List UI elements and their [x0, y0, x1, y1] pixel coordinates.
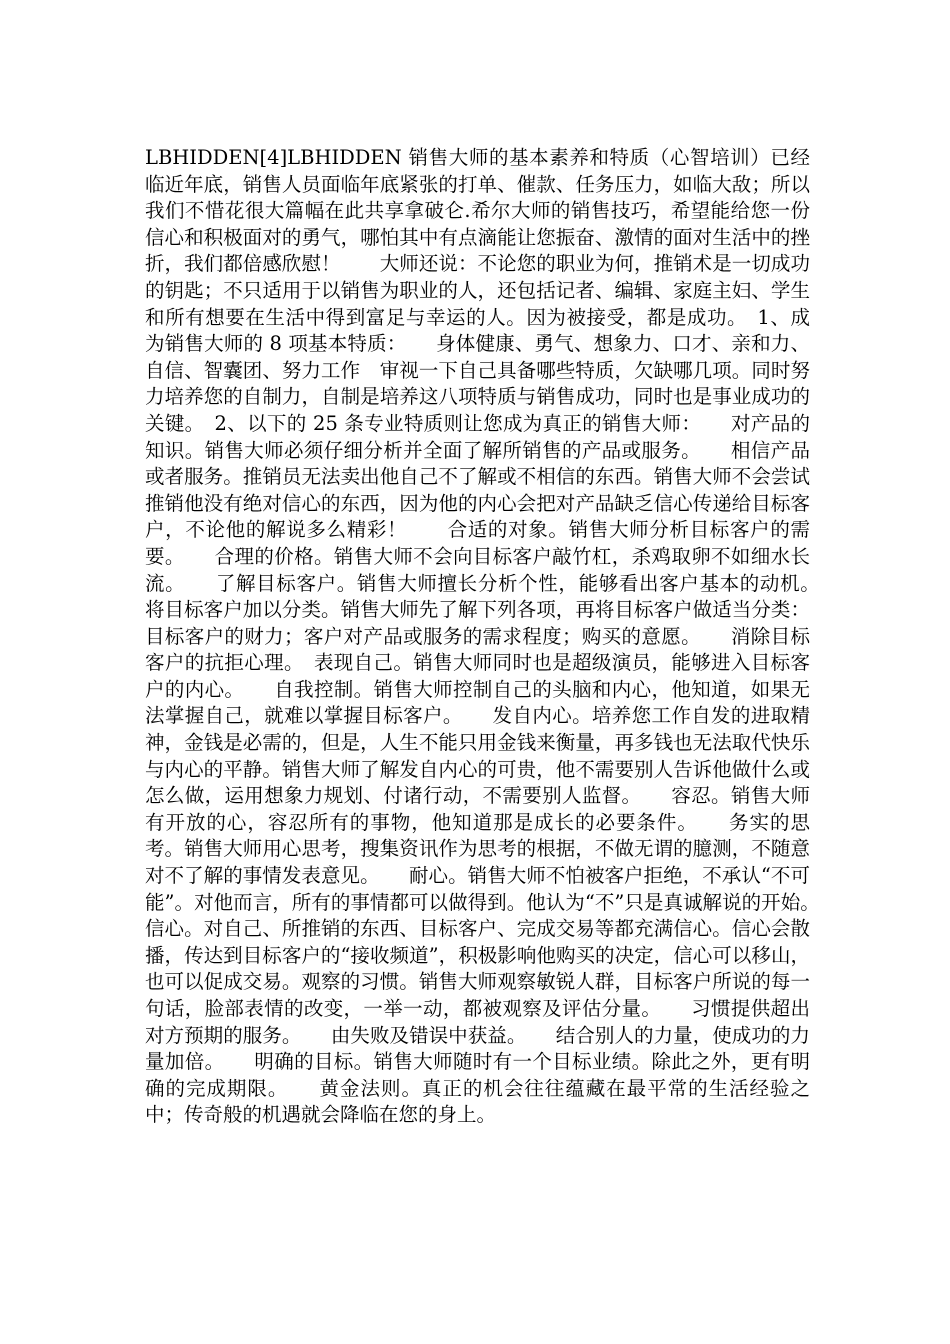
document-body-text: LBHIDDEN[4]LBHIDDEN 销售大师的基本素养和特质（心智培训）已经临近年底，销售人员面临年底紧张的打单、催款、任务压力，如临大敌；所以我们不惜花很大篇幅在此共享拿破仑.希尔大师的销售技巧，希望能给您一份信心和积极面对的勇气，哪怕其中有点滴能让您振奋、激情的面对生活中的挫折，我们都倍感欣慰！ 大师还说：不论您的职业为何，推销术是一切成功的钥匙；不只适用于以销售为职业的人，还包括记者、编辑、家庭主妇、学生和所有想要在生活中得到富足与幸运的人。因为被接受，都是成功。 1、成为销售大师的 8 项基本特质： 身体健康、勇气、想象力、口才、亲和力、自信、智囊团、努力工作 审视一下自己具备哪些特质，欠缺哪几项。同时努力培养您的自制力，自制是培养这八项特质与销售成功，同时也是事业成功的关键。 2、以下的 25 条专业特质则让您成为真正的销售大师： 对产品的知识。销售大师必须仔细分析并全面了解所销售的产品或服务。 相信产品或者服务。推销员无法卖出他自己不了解或不相信的东西。销售大师不会尝试推销他没有绝对信心的东西，因为他的内心会把对产品缺乏信心传递给目标客户，不论他的解说多么精彩！ 合适的对象。销售大师分析目标客户的需要。 合理的价格。销售大师不会向目标客户敲竹杠，杀鸡取卵不如细水长流。 了解目标客户。销售大师擅长分析个性，能够看出客户基本的动机。 将目标客户加以分类。销售大师先了解下列各项，再将目标客户做适当分类：目标客户的财力；客户对产品或服务的需求程度；购买的意愿。 消除目标客户的抗拒心理。 表现自己。销售大师同时也是超级演员，能够进入目标客户的内心。 自我控制。销售大师控制自己的头脑和内心，他知道，如果无法掌握自己，就难以掌握目标客户。 发自内心。培养您工作自发的进取精神，金钱是必需的，但是，人生不能只用金钱来衡量，再多钱也无法取代快乐与内心的平静。销售大师了解发自内心的可贵，他不需要别人告诉他做什么或怎么做，运用想象力规划、付诸行动，不需要别人监督。 容忍。销售大师有开放的心，容忍所有的事物，他知道那是成长的必要条件。 务实的思考。销售大师用心思考，搜集资讯作为思考的根据，不做无谓的臆测，不随意对不了解的事情发表意见。 耐心。销售大师不怕被客户拒绝，不承认“不可能”。对他而言，所有的事情都可以做得到。他认为“不”只是真诚解说的开始。 信心。对自己、所推销的东西、目标客户、完成交易等都充满信心。信心会散播，传达到目标客户的“接收频道”，积极影响他购买的决定，信心可以移山，也可以促成交易。观察的习惯。销售大师观察敏锐人群，目标客户所说的每一句话，脸部表情的改变，一举一动，都被观察及评估分量。 习惯提供超出对方预期的服务。 由失败及错误中获益。 结合别人的力量，使成功的力量加倍。 明确的目标。销售大师随时有一个目标业绩。除此之外，更有明确的完成期限。 黄金法则。真正的机会往往蕴藏在最平常的生活经验之中；传奇般的机遇就会降临在您的身上。	[145, 146, 850, 1127]
